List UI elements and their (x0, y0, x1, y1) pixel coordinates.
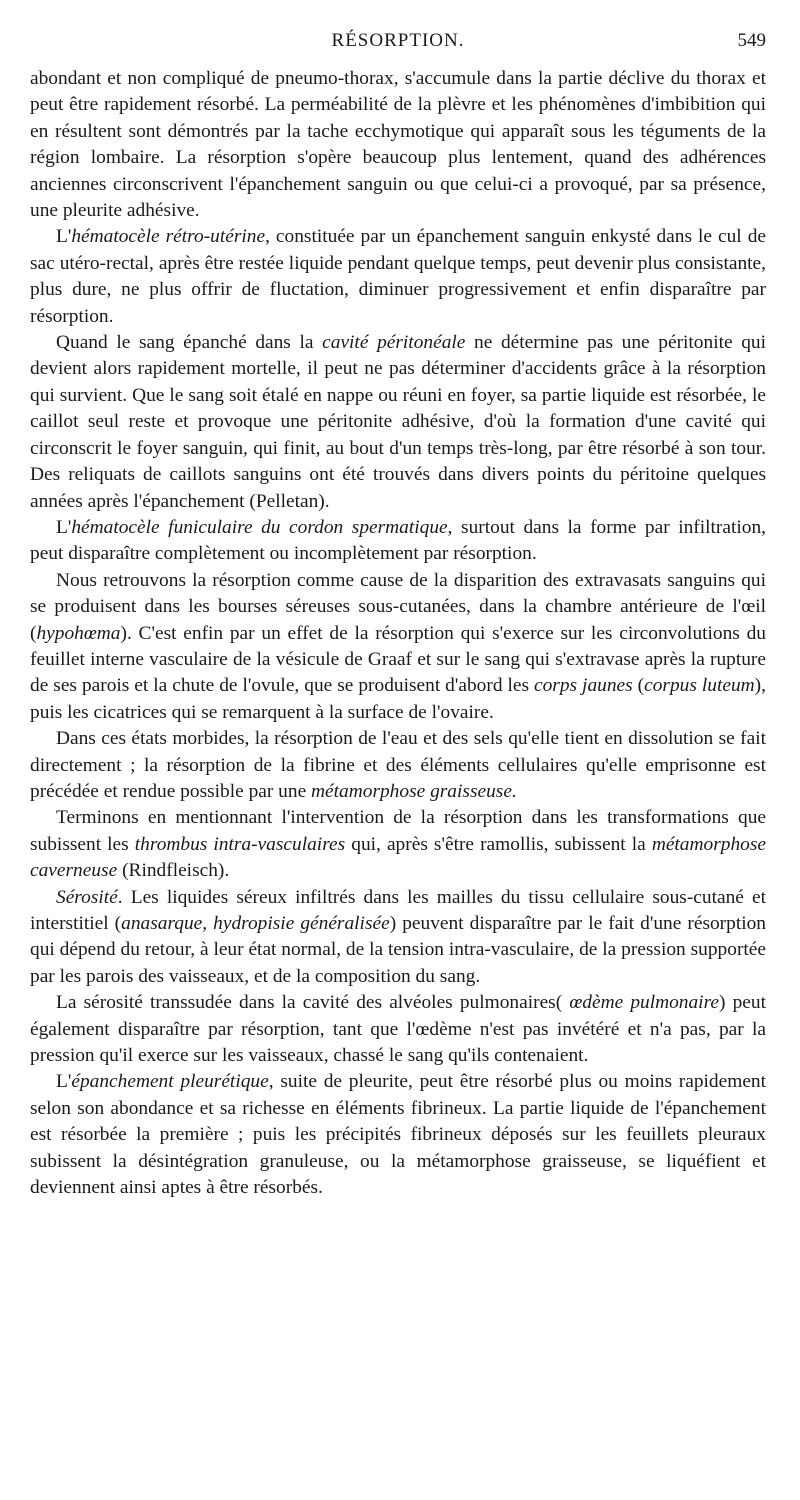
italic-run: corpus luteum (644, 675, 755, 697)
text-run: Nous retrouvons la résorption comme cause de la disparition des extravasats sanguins qui se produisent dans les bourses séreuses sous-cutanées, dans la chambre antérieure de l'œil ( (30, 569, 766, 644)
text-run: ), puis les cicatrices qui se remarquent à la surface de l'ovaire. (30, 675, 766, 723)
text-run: Dans ces états morbides, la résorption de l'eau et des sels qu'elle tient en dissolution se fait directement ; la résorption de la fibrine et des éléments cellulaires qu'elle emprisonne est précédée et rendue possible par une (30, 728, 766, 802)
text-run: , constituée par un épanchement sanguin enkysté dans le cul de sac utéro-rectal, après être restée liquide pendant quelque temps, peut devenir plus consistante, plus dure, ne plus offrir de fluctation, diminuer progressivement et enfin disparaître par résorption. (30, 226, 766, 327)
italic-run: hypohœma (36, 622, 121, 644)
text-run: L' (56, 516, 72, 538)
text-run: (Rindfleisch). (117, 860, 230, 882)
text-run: qui, après s'être ramollis, subissent la (345, 833, 652, 855)
paragraph (30, 66, 766, 224)
text-run: , surtout dans la forme par infiltration, peut disparaître complètement ou incomplètement par résorption. (30, 516, 766, 565)
text-run: abondant et non compliqué de pneumo-thorax, s'accumule dans la partie déclive du thorax et peut être rapidement résorbé. La perméabilité de la plèvre et les phénomènes d'imbibition qui en résultent sont démontrés par la tache ecchymotique qui apparaît sous les téguments de la région lombaire. La résorption s'opère beaucoup plus lentement, quand des adhérences anciennes circonscrivent l'épanchement sanguin ou que celui-ci a provoqué, par sa présence, une pleurite adhésive. (30, 68, 766, 222)
text-run: ). C'est enfin par un effet de la résorption qui s'exerce sur les circonvolutions du feuillet interne vasculaire de la vésicule de Graaf et sur le sang qui s'extravase après la rupture de ses parois et la chute de l'ovule, que se produisent d'abord les (30, 622, 766, 697)
text-run: La sérosité transsudée dans la cavité des alvéoles pulmonaires( (56, 992, 570, 1014)
italic-run: corps jaunes (534, 675, 633, 697)
text-run: L' (56, 226, 72, 248)
italic-run: thrombus intra-vasculaires (134, 833, 346, 855)
paragraph (30, 885, 766, 991)
text-run: ( (632, 675, 645, 697)
italic-run: métamorphose caverneuse (30, 833, 766, 882)
paragraph (30, 990, 766, 1069)
text-run: Terminons en mentionnant l'intervention de la résorption dans les transformations que subissent les (30, 807, 766, 855)
italic-run: Sérosité (56, 886, 118, 908)
text-run: ) peuvent disparaître par le fait d'une résorption qui dépend du retour, à leur état normal, de la tension intra-vasculaire, de la pression supportée par les parois des vaisseaux, et de la composition du sang. (30, 913, 767, 987)
text-run: ne détermine pas une péritonite qui devient alors rapidement mortelle, il peut ne pas déterminer d'accidents grâce à la résorption qui survient. Que le sang soit étalé en nappe ou réuni en foyer, sa partie liquide est résorbée, le caillot seul reste et provoque une péritonite adhésive, d'où la formation d'une cavité qui circonscrit le foyer sanguin, qui finit, au bout d'un temps très-long, par être résorbé à son tour. Des reliquats de caillots sanguins ont été trouvés dans divers points du péritoine quelques années après l'épanchement (Pelletan). (30, 332, 766, 512)
paragraph (30, 805, 766, 884)
paragraph (30, 330, 766, 515)
italic-run: hématocèle rétro-utérine (71, 226, 266, 248)
text-run: Quand le sang épanché dans la (56, 332, 323, 354)
paragraph (30, 1069, 766, 1201)
paragraph (30, 224, 766, 330)
italic-run: métamorphose graisseuse. (311, 780, 517, 802)
paragraph (30, 726, 766, 805)
italic-run: épanchement pleurétique (71, 1071, 269, 1093)
paragraph (30, 568, 766, 726)
text-run: . Les liquides séreux infiltrés dans les mailles du tissu cellulaire sous-cutané et interstitiel ( (30, 886, 766, 934)
text-run: ) peut également disparaître par résorption, tant que l'œdème n'est pas invétéré et n'a pas, par la pression qu'il exerce sur les vaisseaux, chassé le sang qu'ils contenaient. (30, 992, 766, 1067)
text-run: , suite de pleurite, peut être résorbé plus ou moins rapidement selon son abondance et sa richesse en éléments fibrineux. La partie liquide de l'épanchement est résorbée la première ; puis les précipités fibrineux déposés sur les feuillets pleuraux subissent la désintégration granuleuse, ou la métamorphose graisseuse, se liquéfient et deviennent ainsi aptes à être résorbés. (30, 1071, 767, 1199)
italic-run: cavité péritonéale (322, 332, 466, 354)
running-header (30, 30, 766, 60)
italic-run: œdème pulmonaire (569, 992, 720, 1014)
body-text (30, 66, 766, 1201)
running-title: RÉSORPTION. (331, 30, 465, 51)
paragraph (30, 515, 766, 568)
italic-run: anasarque, hydropisie généralisée (121, 913, 390, 934)
text-run: L' (56, 1071, 72, 1093)
italic-run: hématocèle funiculaire du cordon spermatique (71, 516, 448, 538)
page-number: 549 (737, 30, 766, 51)
